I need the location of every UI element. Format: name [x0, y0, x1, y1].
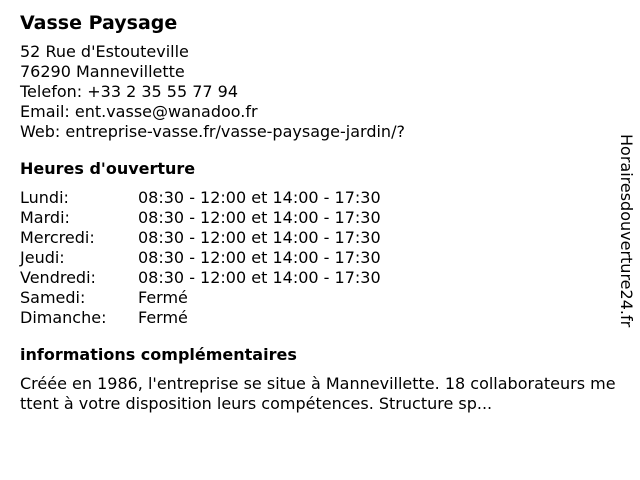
hours-heading: Heures d'ouverture — [20, 159, 196, 178]
hours-time: Fermé — [138, 288, 188, 307]
business-name: Vasse Paysage — [20, 12, 178, 34]
phone-line: Telefon: +33 2 35 55 77 94 — [20, 82, 239, 101]
hours-time: 08:30 - 12:00 et 14:00 - 17:30 — [138, 248, 381, 267]
hours-day: Lundi: — [20, 188, 69, 207]
info-heading: informations complémentaires — [20, 345, 297, 364]
hours-row-dimanche — [20, 308, 620, 328]
hours-row-mardi — [20, 208, 620, 228]
hours-time: 08:30 - 12:00 et 14:00 - 17:30 — [138, 188, 381, 207]
hours-row-vendredi — [20, 268, 620, 288]
hours-time: 08:30 - 12:00 et 14:00 - 17:30 — [138, 268, 381, 287]
hours-time: 08:30 - 12:00 et 14:00 - 17:30 — [138, 228, 381, 247]
hours-day: Jeudi: — [20, 248, 65, 267]
hours-day: Mardi: — [20, 208, 70, 227]
site-watermark: Horairesdouverture24.fr — [617, 134, 636, 328]
address-street: 52 Rue d'Estouteville — [20, 42, 189, 61]
business-card — [20, 10, 620, 414]
hours-time: 08:30 - 12:00 et 14:00 - 17:30 — [138, 208, 381, 227]
hours-time: Fermé — [138, 308, 188, 327]
web-line: Web: entreprise-vasse.fr/vasse-paysage-jardin/? — [20, 122, 405, 141]
hours-row-samedi — [20, 288, 620, 308]
hours-row-lundi — [20, 188, 620, 208]
hours-day: Samedi: — [20, 288, 86, 307]
hours-row-mercredi — [20, 228, 620, 248]
email-line: Email: ent.vasse@wanadoo.fr — [20, 102, 258, 121]
hours-row-jeudi — [20, 248, 620, 268]
hours-day: Vendredi: — [20, 268, 96, 287]
hours-table — [20, 188, 620, 328]
hours-day: Mercredi: — [20, 228, 95, 247]
hours-day: Dimanche: — [20, 308, 107, 327]
info-description: Créée en 1986, l'entreprise se situe à Mannevillette. 18 collaborateurs mettent à votre disposition leurs compétences. Structure sp... — [20, 374, 616, 413]
address-city: 76290 Mannevillette — [20, 62, 185, 81]
